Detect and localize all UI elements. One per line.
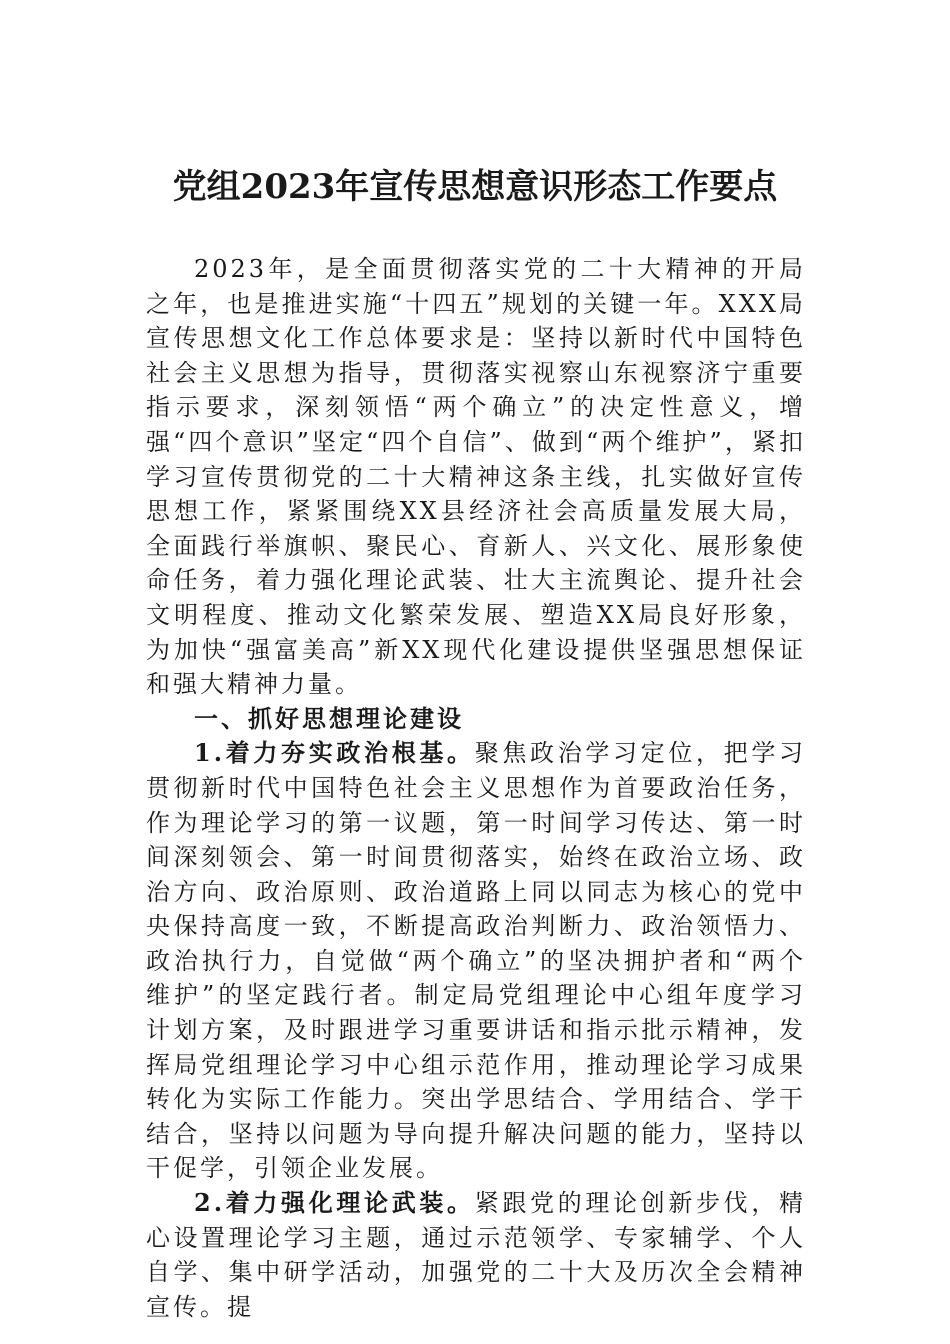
item-1-lead: 1.着力夯实政治根基。 — [194, 738, 475, 768]
intro-paragraph: 2023年，是全面贯彻落实党的二十大精神的开局之年，也是推进实施“十四五”规划的关键一年。XXX局宣传思想文化工作总体要求是：坚持以新时代中国特色社会主义思想为指导，贯彻落实视察山东视察济宁重要指示要求，深刻领悟“两个确立”的决定性意义，增强“四个意识”坚定“四个自信”、做到“两个维护”，紧扣学习宣传贯彻党的二十大精神这条主线，扎实做好宣传思想工作，紧紧围绕XX县经济社会高质量发展大局，全面践行举旗帜、聚民心、育新人、兴文化、展形象使命任务，着力强化理论武装、壮大主流舆论、提升社会文明程度、推动文化繁荣发展、塑造XX局良好形象，为加快“强富美高”新XX现代化建设提供坚强思想保证和强大精神力量。 — [146, 255, 806, 699]
item-2-lead: 2.着力强化理论武装。 — [194, 1188, 475, 1218]
document-body — [146, 252, 806, 1324]
item-2-text: 紧跟党的理论创新步伐，精心设置理论学习主题，通过示范领学、专家辅学、个人自学、集中研学活动，加强党的二十大及历次全会精神宣传。提 — [146, 1189, 807, 1321]
item-1-paragraph — [146, 736, 806, 1186]
item-1-text: 聚焦政治学习定位，把学习贯彻新时代中国特色社会主义思想作为首要政治任务，作为理论学习的第一议题，第一时间学习传达、第一时间深刻领会、第一时间贯彻落实，始终在政治立场、政治方向、政治原则、政治道路上同以同志为核心的党中央保持高度一致，不断提高政治判断力、政治领悟力、政治执行力，自觉做“两个确立”的坚决拥护者和“两个维护”的坚定践行者。制定局党组理论中心组年度学习计划方案，及时跟进学习重要讲话和指示批示精神，发挥局党组理论学习中心组示范作用，推动理论学习成果转化为实际工作能力。突出学思结合、学用结合、学干结合，坚持以问题为导向提升解决问题的能力，坚持以干促学，引领企业发展。 — [146, 739, 807, 1183]
item-2-paragraph — [146, 1186, 806, 1324]
section-heading: 一、抓好思想理论建设 — [194, 704, 464, 733]
document-title: 党组2023年宣传思想意识形态工作要点 — [172, 167, 778, 207]
